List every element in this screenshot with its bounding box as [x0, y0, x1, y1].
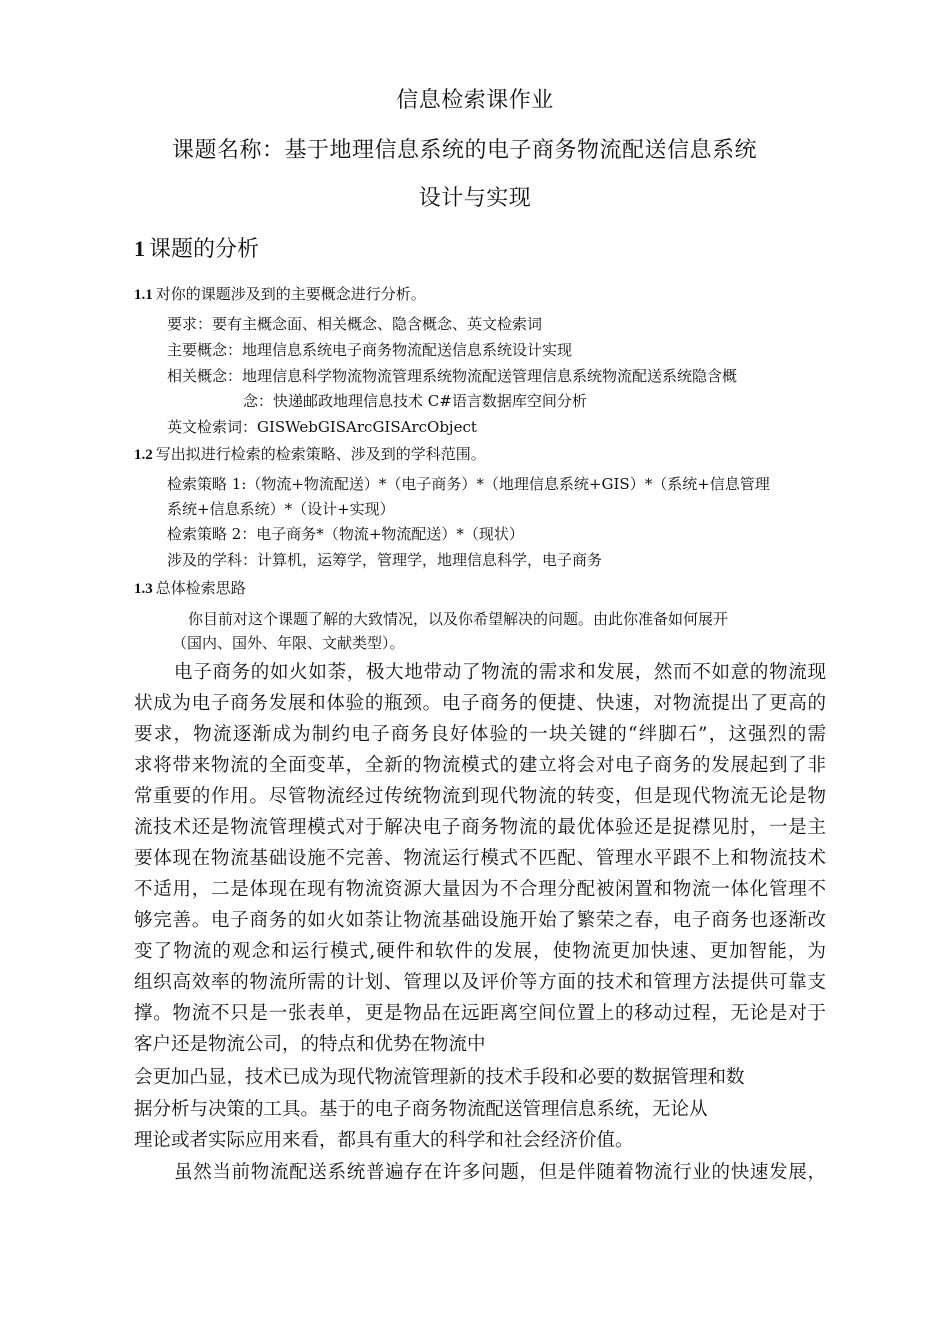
search-idea-hint-line-2: （国内、国外、年限、文献类型）。	[172, 634, 405, 652]
subject-title-line-1: 课题名称：基于地理信息系统的电子商务物流配送信息系统	[172, 138, 758, 163]
section-1-3-number: 1.3	[134, 581, 153, 597]
section-1-1-title: 对你的课题涉及到的主要概念进行分析。	[155, 285, 426, 303]
search-idea-hint-line-1: 你目前对这个课题了解的大致情况，以及你希望解决的问题。由此你准备如何展开	[188, 610, 729, 628]
body-paragraph-line: 撑。物流不只是一张表单，更是物品在远距离空间位置上的移动过程，无论是对于	[134, 1003, 826, 1024]
body-paragraph-line: 流技术还是物流管理模式对于解决电子商务物流的最优体验还是捉襟见肘，一是主	[134, 817, 826, 838]
body-paragraph-line: 要体现在物流基础设施不完善、物流运行模式不匹配、管理水平跟不上和物流技术	[134, 848, 826, 869]
main-concepts-text: 主要概念：地理信息系统电子商务物流配送信息系统设计实现	[167, 341, 573, 359]
english-search-terms: 英文检索词：GISWebGISArcGISArcObject	[167, 418, 477, 436]
section-1-3-heading	[134, 577, 246, 600]
related-concepts-line-2: 念：快递邮政地理信息技术 C#语言数据库空间分析	[243, 392, 587, 410]
strategy-2: 检索策略 2：电子商务*（物流+物流配送）*（现状）	[167, 525, 524, 543]
section-1-2-number: 1.2	[134, 447, 153, 463]
strategy-1-line-1: 检索策略 1:（物流+物流配送）*（电子商务）*（地理信息系统+GIS）*（系统+信息管理	[167, 475, 770, 493]
section-1-2-title: 写出拟进行检索的检索策略、涉及到的学科范围。	[155, 445, 486, 463]
related-concepts-line-1: 相关概念：地理信息科学物流物流管理系统物流配送管理信息系统物流配送系统隐含概	[167, 367, 738, 385]
strategy-1-line-2: 系统+信息系统）*（设计+实现）	[167, 500, 395, 518]
document-title: 信息检索课作业	[396, 88, 554, 113]
body-paragraph-line: 要求，物流逐渐成为制约电子商务良好体验的一块关键的“绊脚石”，这强烈的需	[134, 724, 826, 745]
section-1-1-number: 1.1	[134, 287, 153, 303]
body-paragraph-line: 据分析与决策的工具。基于的电子商务物流配送管理信息系统，无论从	[134, 1099, 708, 1120]
body-paragraph-line: 变了物流的观念和运行模式,硬件和软件的发展，使物流更加快速、更加智能，为	[134, 941, 826, 962]
body-paragraph-line: 理论或者实际应用来看，都具有重大的科学和社会经济价值。	[134, 1130, 634, 1151]
body-paragraph-line: 客户还是物流公司，的特点和优势在物流中	[134, 1034, 486, 1055]
body-paragraph-line: 状成为电子商务发展和体验的瓶颈。电子商务的便捷、快速，对物流提出了更高的	[134, 693, 826, 714]
body-paragraph-line: 电子商务的如火如荼，极大地带动了物流的需求和发展，然而不如意的物流现	[174, 662, 826, 683]
section-1-heading	[134, 234, 259, 265]
body-paragraph-line: 常重要的作用。尽管物流经过传统物流到现代物流的转变，但是现代物流无论是物	[134, 786, 826, 807]
body-paragraph-line: 会更加凸显，技术已成为现代物流管理新的技术手段和必要的数据管理和数	[134, 1067, 745, 1088]
body-paragraph-line: 组织高效率的物流所需的计划、管理以及评价等方面的技术和管理方法提供可靠支	[134, 972, 826, 993]
body-paragraph-line: 不适用，二是体现在现有物流资源大量因为不合理分配被闲置和物流一体化管理不	[134, 879, 826, 900]
disciplines-text: 涉及的学科：计算机，运筹学，管理学，地理信息科学，电子商务	[167, 551, 603, 569]
section-1-1-heading	[134, 283, 426, 306]
body-paragraph-line: 虽然当前物流配送系统普遍存在许多问题，但是伴随着物流行业的快速发展，	[174, 1162, 826, 1183]
requirement-text: 要求：要有主概念面、相关概念、隐含概念、英文检索词	[167, 315, 543, 333]
subject-title-line-2: 设计与实现	[418, 186, 532, 211]
section-1-number: 1	[134, 236, 145, 261]
body-paragraph-line: 够完善。电子商务的如火如荼让物流基础设施开始了繁荣之春，电子商务也逐渐改	[134, 910, 826, 931]
section-1-3-title: 总体检索思路	[155, 579, 246, 597]
body-paragraph-line: 求将带来物流的全面变革，全新的物流模式的建立将会对电子商务的发展起到了非	[134, 755, 826, 776]
section-1-2-heading	[134, 443, 486, 466]
section-1-title: 课题的分析	[149, 237, 260, 262]
